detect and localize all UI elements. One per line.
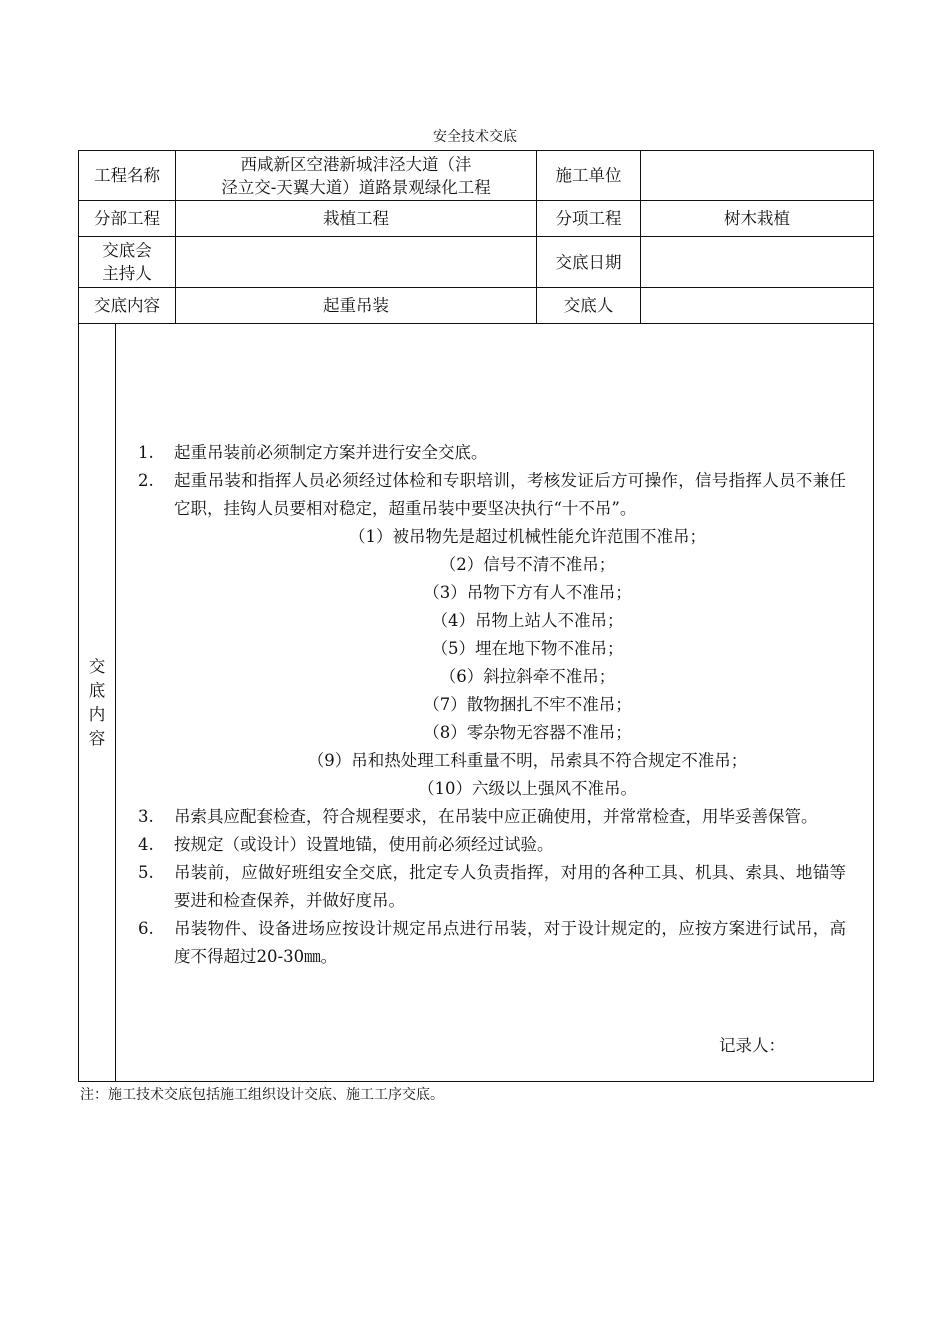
item-number: 2. — [138, 470, 154, 490]
presenter-value — [641, 288, 874, 324]
item-text: 吊装物件、设备进场应按设计规定吊点进行吊装，对于设计规定的，应按方案进行试吊，高度不得超过20-30㎜。 — [174, 918, 846, 966]
item-number: 1. — [138, 442, 154, 462]
host-value — [176, 237, 537, 288]
item-number: 4. — [138, 834, 154, 854]
sub-item: （10）六级以上强风不准吊。 — [418, 778, 637, 798]
item-text: 起重吊装前必须制定方案并进行安全交底。 — [174, 442, 488, 462]
host-label-line2: 主持人 — [102, 264, 152, 283]
sub-item: （5）埋在地下物不准吊； — [431, 638, 624, 658]
row-content — [79, 288, 874, 324]
project-name-label: 工程名称 — [79, 151, 176, 201]
row-host — [79, 237, 874, 288]
footnote: 注：施工技术交底包括施工组织设计交底、施工工序交底。 — [80, 1087, 444, 1103]
side-label-char: 交 — [88, 656, 106, 676]
item-text: 起重吊装和指挥人员必须经过体检和专职培训，考核发证后方可操作，信号指挥人员不兼任它职，挂钩人员要相对稳定，超重吊装中要坚决执行“十不吊”。 — [174, 470, 846, 518]
sub-project-value: 栽植工程 — [176, 201, 537, 237]
side-label — [79, 655, 115, 751]
item-project-value: 树木栽植 — [641, 201, 874, 237]
sub-item: （9）吊和热处理工科重量不明，吊索具不符合规定不准吊； — [307, 750, 748, 770]
list-item — [116, 831, 873, 859]
side-label-cell — [79, 324, 116, 1082]
construction-unit-value — [641, 151, 874, 201]
construction-unit-label: 施工单位 — [537, 151, 641, 201]
item-text: 吊索具应配套检查，符合规程要求，在吊装中应正确使用，并常常检查，用毕妥善保管。 — [174, 806, 818, 826]
list-item — [116, 439, 873, 467]
sub-item: （1）被吊物先是超过机械性能允许范围不准吊； — [349, 526, 706, 546]
recorder-label: 记录人： — [719, 1036, 785, 1055]
briefing-content — [116, 324, 874, 1082]
side-label-char: 内 — [88, 704, 106, 724]
row-sub-project — [79, 201, 874, 237]
host-label — [79, 237, 176, 288]
list-item — [116, 467, 873, 523]
item-text: 吊装前，应做好班组安全交底，批定专人负责指挥，对用的各种工具、机具、索具、地锚等要进和检查保养，并做好度吊。 — [174, 862, 846, 910]
row-body — [79, 324, 874, 1082]
date-value — [641, 237, 874, 288]
list-item — [116, 859, 873, 915]
sub-item: （7）散物捆扎不牢不准吊； — [423, 694, 632, 714]
sub-item: （4）吊物上站人不准吊； — [431, 610, 624, 630]
row-project-name — [79, 151, 874, 201]
side-label-char: 底 — [88, 680, 106, 700]
item-project-label: 分项工程 — [537, 201, 641, 237]
item-number: 6. — [138, 918, 154, 938]
list-item — [116, 915, 873, 971]
sub-item: （3）吊物下方有人不准吊； — [423, 582, 632, 602]
presenter-label: 交底人 — [537, 288, 641, 324]
sub-item: （8）零杂物无容器不准吊； — [423, 722, 632, 742]
host-label-line1: 交底会 — [102, 241, 152, 260]
content-label: 交底内容 — [79, 288, 176, 324]
safety-briefing-table — [78, 150, 874, 1082]
content-value: 起重吊装 — [176, 288, 537, 324]
item-number: 3. — [138, 806, 154, 826]
project-name-line1: 西咸新区空港新城沣泾大道（沣 — [240, 154, 472, 174]
sub-project-label: 分部工程 — [79, 201, 176, 237]
project-name-value — [176, 151, 537, 201]
sub-item: （6）斜拉斜牵不准吊； — [439, 666, 616, 686]
date-label: 交底日期 — [537, 237, 641, 288]
item-number: 5. — [138, 862, 154, 882]
project-name-line2: 泾立交-天翼大道）道路景观绿化工程 — [221, 177, 491, 197]
item-text: 按规定（或设计）设置地锚，使用前必须经过试验。 — [174, 834, 554, 854]
list-item — [116, 803, 873, 831]
sub-item: （2）信号不清不准吊； — [439, 554, 616, 574]
side-label-char: 容 — [88, 728, 106, 748]
document-title: 安全技术交底 — [433, 129, 517, 145]
